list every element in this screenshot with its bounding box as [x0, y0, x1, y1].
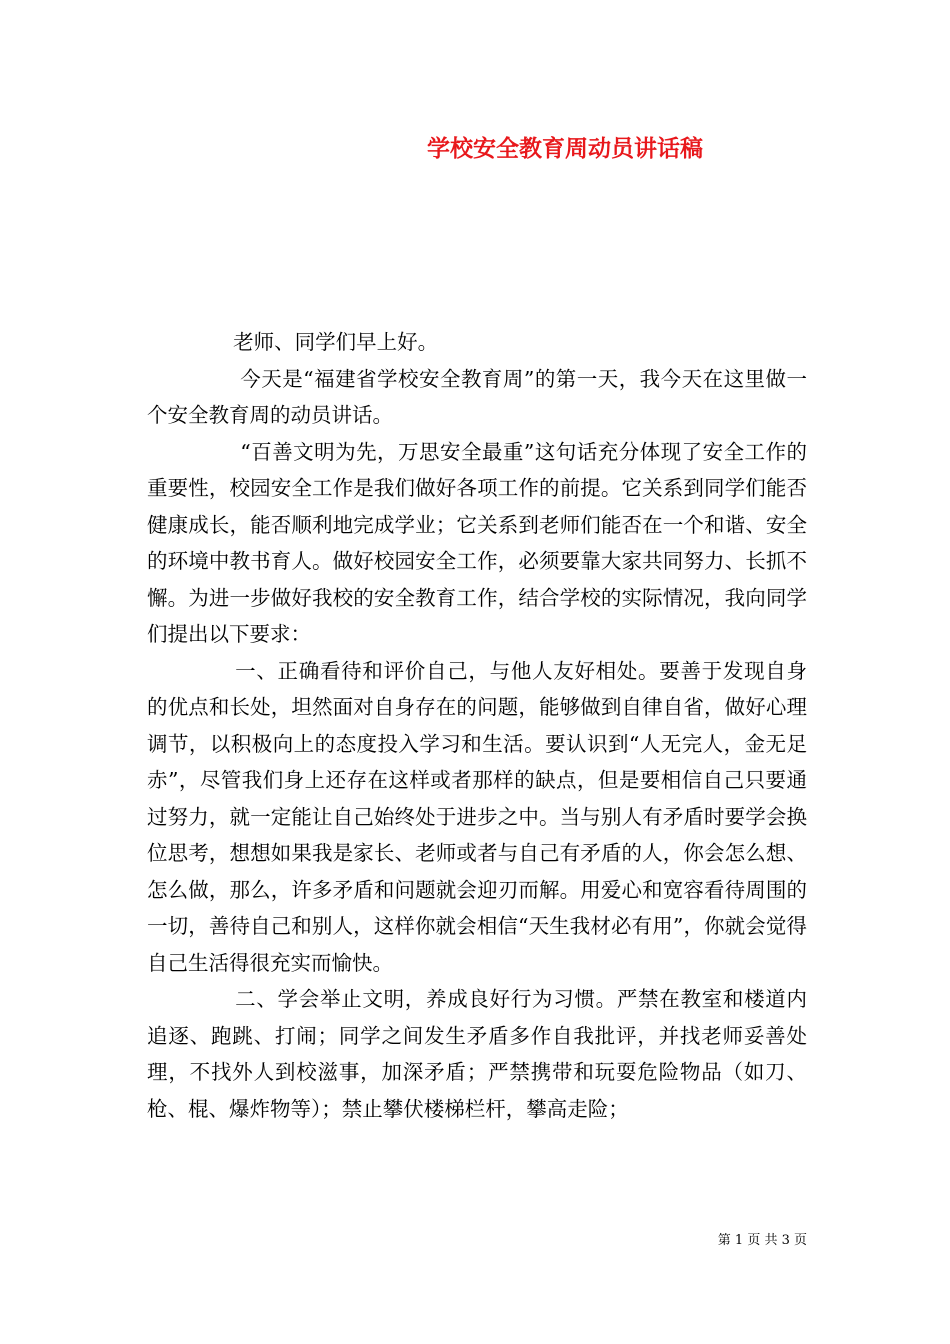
paragraph-requirement-2: 二、学会举止文明，养成良好行为习惯。严禁在教室和楼道内追逐、跑跳、打闹；同学之间发生矛盾多作自我批评，并找老师妥善处理，不找外人到校滋事，加深矛盾；严禁携带和玩耍危险物品（如刀、枪、棍、爆炸物等）；禁止攀伏楼梯栏杆，攀高走险； — [147, 987, 807, 1121]
document-title: 学校安全教育周动员讲话稿 — [427, 136, 703, 162]
page-number: 第 1 页 共 3 页 — [717, 1233, 807, 1248]
paragraph-importance: “百善文明为先，万思安全最重”这句话充分体现了安全工作的重要性，校园安全工作是我们做好各项工作的前提。它关系到同学们能否健康成长，能否顺利地完成学业；它关系到老师们能否在一个和谐、安全的环境中教书育人。做好校园安全工作，必须要靠大家共同努力、长抓不懈。为进一步做好我校的安全教育工作，结合学校的实际情况，我向同学们提出以下要求： — [147, 439, 807, 646]
document-body — [147, 324, 807, 1127]
paragraph-intro: 今天是“福建省学校安全教育周”的第一天，我今天在这里做一个安全教育周的动员讲话。 — [147, 366, 807, 427]
paragraph-greeting: 老师、同学们早上好。 — [233, 330, 439, 354]
paragraph-requirement-1: 一、正确看待和评价自己，与他人友好相处。要善于发现自身的优点和长处，坦然面对自身存在的问题，能够做到自律自省，做好心理调节，以积极向上的态度投入学习和生活。要认识到“人无完人，金无足赤”，尽管我们身上还存在这样或者那样的缺点，但是要相信自己只要通过努力，就一定能让自己始终处于进步之中。当与别人有矛盾时要学会换位思考，想想如果我是家长、老师或者与自己有矛盾的人，你会怎么想、怎么做，那么，许多矛盾和问题就会迎刃而解。用爱心和宽容看待周围的一切，善待自己和别人，这样你就会相信“天生我材必有用”，你就会觉得自己生活得很充实而愉快。 — [147, 658, 807, 975]
